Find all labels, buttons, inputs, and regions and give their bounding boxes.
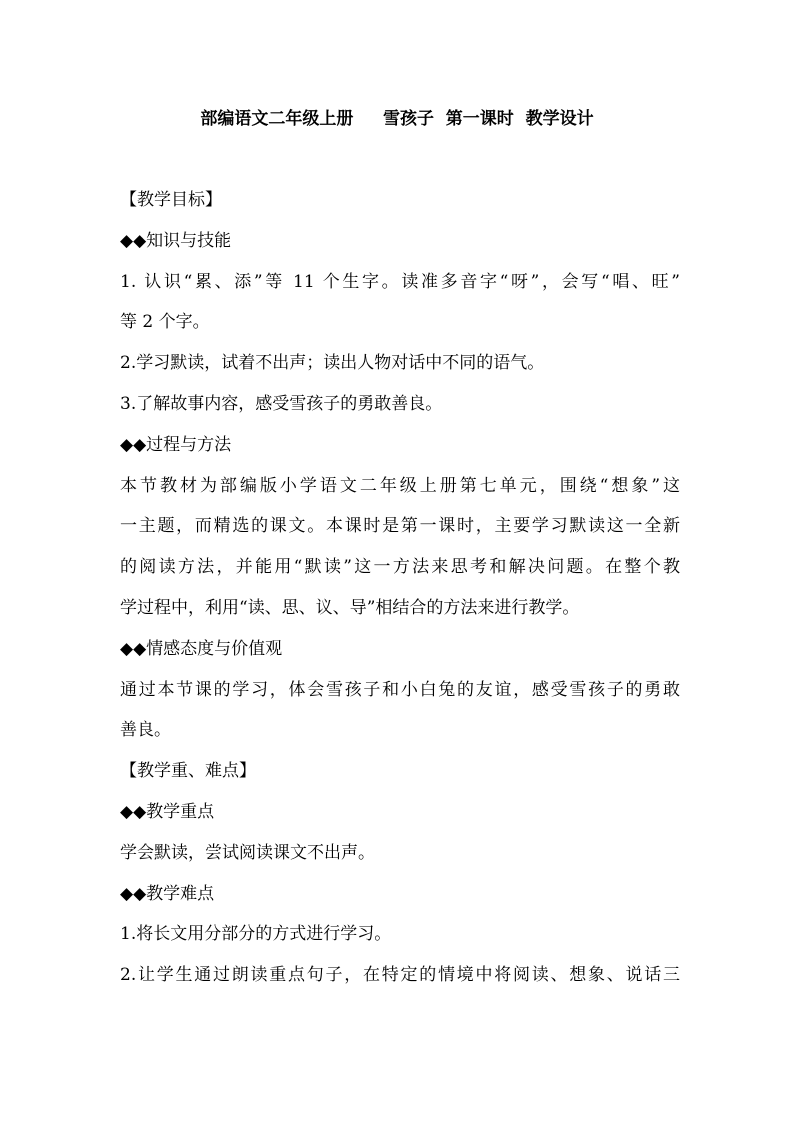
paragraph-line: 1. 认识“累、添”等 11 个生字。读准多音字“呀”，会写“唱、旺”	[120, 271, 680, 292]
subheading-knowledge-skills: ◆◆知识与技能	[120, 230, 232, 251]
paragraph-line: 学会默读，尝试阅读课文不出声。	[120, 842, 375, 863]
subheading-process-methods: ◆◆过程与方法	[120, 434, 232, 455]
paragraph-line: 一主题，而精选的课文。本课时是第一课时，主要学习默读这一全新	[120, 516, 680, 537]
paragraph-line: 等 2 个字。	[120, 312, 210, 333]
section-heading-key-difficult: 【教学重、难点】	[120, 761, 256, 782]
paragraph-line: 通过本节课的学习，体会雪孩子和小白兔的友谊，感受雪孩子的勇敢	[120, 679, 680, 700]
document-body	[120, 186, 680, 1002]
subheading-emotion-values: ◆◆情感态度与价值观	[120, 638, 283, 659]
paragraph-line: 的阅读方法，并能用“默读”这一方法来思考和解决问题。在整个教	[120, 557, 680, 578]
paragraph-line: 2.让学生通过朗读重点句子，在特定的情境中将阅读、想象、说话三	[120, 965, 680, 986]
section-heading-objectives: 【教学目标】	[120, 190, 222, 210]
paragraph-line: 3.了解故事内容，感受雪孩子的勇敢善良。	[120, 393, 443, 414]
subheading-difficult-points: ◆◆教学难点	[120, 883, 215, 904]
paragraph-line: 2.学习默读，试着不出声；读出人物对话中不同的语气。	[120, 353, 545, 374]
paragraph-line: 1.将长文用分部分的方式进行学习。	[120, 924, 392, 945]
subheading-key-points: ◆◆教学重点	[120, 801, 215, 822]
document-title: 部编语文二年级上册 雪孩子 第一课时 教学设计	[200, 109, 594, 129]
paragraph-line: 善良。	[120, 720, 171, 741]
paragraph-line: 学过程中，利用“读、思、议、导”相结合的方法来进行教学。	[120, 597, 580, 618]
paragraph-line: 本节教材为部编版小学语文二年级上册第七单元，围绕“想象”这	[120, 475, 680, 496]
